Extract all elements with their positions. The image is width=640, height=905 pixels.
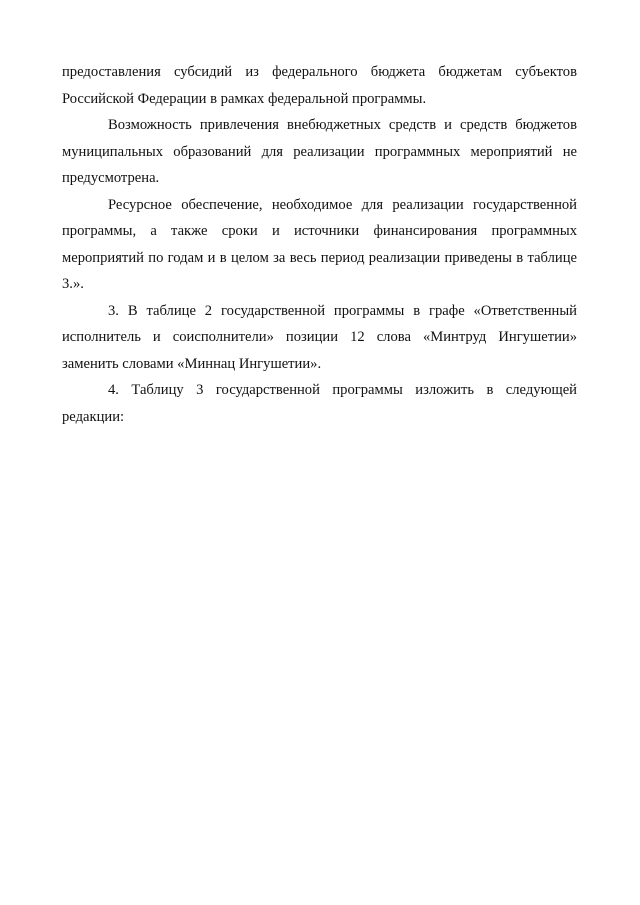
paragraph-item-4-table-3: 4. Таблицу 3 государственной программы изложить в следующей редакции: [62,382,577,425]
document-body [62,59,577,430]
paragraph-subsidies-continuation: предоставления субсидий из федерального бюджета бюджетам субъектов Российской Федерации в рамках федеральной программы. [62,64,577,107]
paragraph-resource-provision: Ресурсное обеспечение, необходимое для реализации государственной программы, а также сроки и источники финансирования программных мероприятий по годам и в целом за весь период реализации приведены в таблице 3.». [62,196,577,292]
paragraph-extrabudgetary-funds: Возможность привлечения внебюджетных средств и средств бюджетов муниципальных образований для реализации программных мероприятий не предусмотрена. [62,117,577,186]
paragraph-item-3-table-2: 3. В таблице 2 государственной программы в графе «Ответственный исполнитель и соисполнители» позиции 12 слова «Минтруд Ингушетии» заменить словами «Миннац Ингушетии». [62,302,577,372]
